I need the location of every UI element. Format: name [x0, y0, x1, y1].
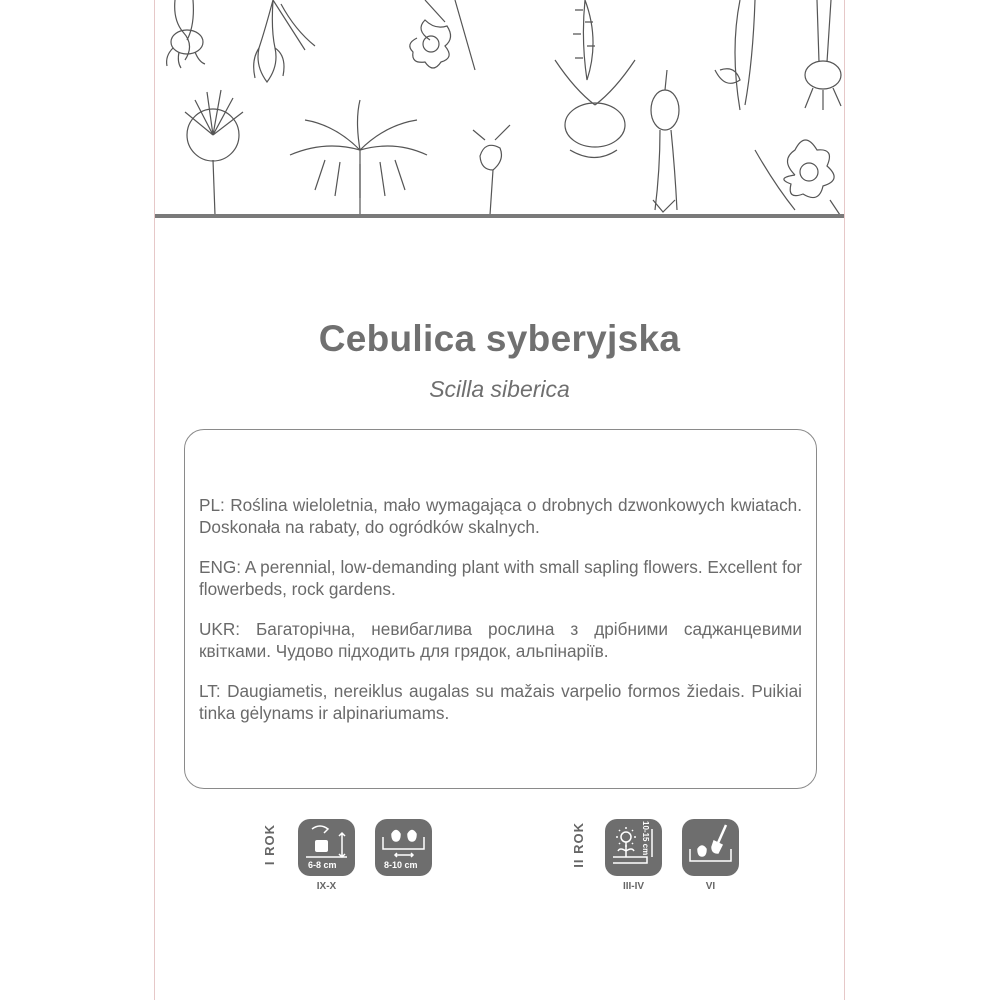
description-box — [184, 429, 817, 789]
dig-period: VI — [705, 881, 716, 892]
header-divider — [155, 214, 844, 218]
description-eng: ENG: A perennial, low-demanding plant with small sapling flowers. Excellent for flowerbeds, rock gardens. — [199, 557, 802, 599]
description-ukr: UKR: Багаторічна, невибаглива рослина з дрібними саджанцевими квітками. Чудово підходить для грядок, альпінаріїв. — [199, 619, 802, 661]
planting-depth-icon — [298, 819, 355, 876]
dig-up-bulbs-icon — [682, 819, 739, 876]
spacing-caption: 8-10 cm — [384, 860, 418, 870]
height-period: III-IV — [622, 881, 645, 892]
product-latin-name: Scilla siberica — [429, 376, 570, 402]
product-name: Cebulica syberyjska — [318, 318, 681, 359]
product-card — [154, 0, 845, 1000]
description-lt: LT: Daugiametis, nereiklus augalas su mažais varpelio formos žiedais. Puikiai tinka gėlynams ir alpinariumams. — [199, 681, 802, 723]
year1-label: I ROK — [262, 824, 277, 866]
description-pl: PL: Roślina wieloletnia, mało wymagająca o drobnych dzwonkowych kwiatach. Doskonała na rabaty, do ogródków skalnych. — [199, 495, 802, 537]
depth-period: IX-X — [316, 881, 337, 892]
botanical-illustration — [155, 0, 844, 215]
depth-caption: 6-8 cm — [308, 860, 337, 870]
planting-spacing-icon — [375, 819, 432, 876]
plant-height-icon — [605, 819, 662, 876]
year2-label: II ROK — [571, 822, 586, 868]
height-caption: 10-15 cm — [641, 821, 650, 856]
